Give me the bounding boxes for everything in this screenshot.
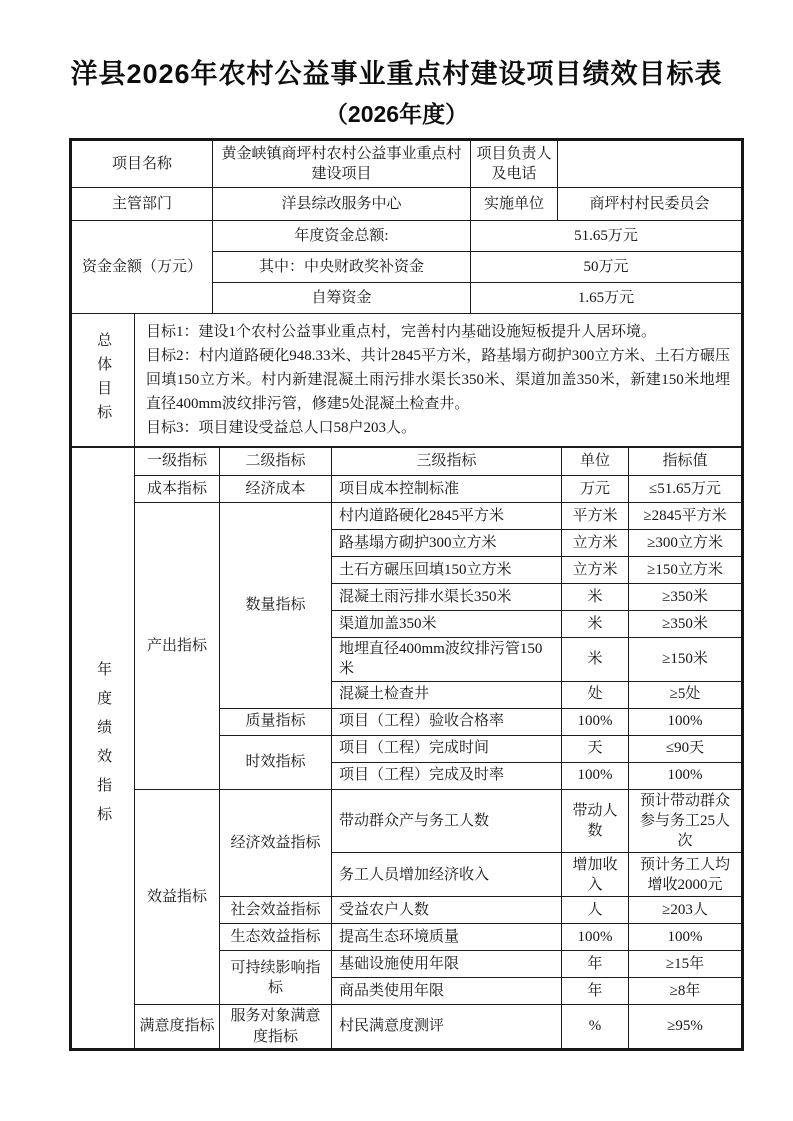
unit-cell: 100% — [562, 762, 629, 789]
value-cell: ≥15年 — [629, 951, 743, 978]
unit-cell: 年 — [562, 951, 629, 978]
indicator-cell: 渠道加盖350米 — [332, 611, 562, 638]
funds-self-label: 自筹资金 — [213, 283, 471, 314]
project-name-label: 项目名称 — [71, 140, 213, 188]
funds-total-label: 年度资金总额: — [213, 221, 471, 252]
value-cell: 100% — [629, 762, 743, 789]
value-cell: ≤90天 — [629, 735, 743, 762]
funds-central-label: 其中：中央财政奖补资金 — [213, 252, 471, 283]
value-cell: ≥350米 — [629, 611, 743, 638]
indicator-cell: 受益农户人数 — [332, 897, 562, 924]
header-level1: 一级指标 — [135, 448, 220, 476]
ecological-level2: 生态效益指标 — [220, 924, 332, 951]
value-cell: 100% — [629, 924, 743, 951]
table-row — [71, 221, 743, 252]
overall-goal-label-text: 总体目标 — [95, 332, 112, 428]
perf-section-label-text: 年度绩效指标 — [95, 660, 112, 835]
project-info-table — [69, 138, 744, 447]
unit-cell: 米 — [562, 611, 629, 638]
funds-self-value: 1.65万元 — [471, 283, 743, 314]
impl-unit-value: 商坪村村民委员会 — [558, 188, 743, 221]
time-level2: 时效指标 — [220, 735, 332, 789]
unit-cell: 米 — [562, 638, 629, 682]
table-row — [71, 789, 743, 853]
unit-cell: 年 — [562, 978, 629, 1005]
indicator-cell: 地埋直径400mm波纹排污管150米 — [332, 638, 562, 682]
unit-cell: 米 — [562, 584, 629, 611]
indicator-cell: 村民满意度测评 — [332, 1005, 562, 1050]
indicator-cell: 路基塌方砌护300立方米 — [332, 530, 562, 557]
page-subtitle: （2026年度） — [324, 101, 469, 127]
tables-container — [69, 138, 741, 1051]
indicator-cell: 项目（工程）完成及时率 — [332, 762, 562, 789]
perf-section-label — [71, 448, 135, 1050]
overall-goal-text — [135, 314, 743, 447]
value-cell: ≥150米 — [629, 638, 743, 682]
funds-total-value: 51.65万元 — [471, 221, 743, 252]
funds-central-value: 50万元 — [471, 252, 743, 283]
indicator-cell: 务工人员增加经济收入 — [332, 853, 562, 897]
header-target: 指标值 — [629, 448, 743, 476]
indicator-cell: 提高生态环境质量 — [332, 924, 562, 951]
unit-cell: 处 — [562, 681, 629, 708]
unit-cell: 100% — [562, 708, 629, 735]
indicator-cell: 项目（工程）完成时间 — [332, 735, 562, 762]
goal-line-3: 目标3：项目建设受益总人口58户203人。 — [146, 420, 417, 436]
indicator-cell: 村内道路硬化2845平方米 — [332, 503, 562, 530]
impl-unit-label: 实施单位 — [471, 188, 558, 221]
benefit-level1: 效益指标 — [135, 789, 220, 1005]
value-cell: 预计务工人均增收2000元 — [629, 853, 743, 897]
unit-cell: 天 — [562, 735, 629, 762]
table-row — [71, 476, 743, 503]
sustainable-level2: 可持续影响指标 — [220, 951, 332, 1005]
funds-label: 资金金额（万元） — [71, 221, 213, 314]
unit-cell: % — [562, 1005, 629, 1050]
indicator-cell: 土石方碾压回填150立方米 — [332, 557, 562, 584]
table-row — [71, 188, 743, 221]
overall-goal-label — [71, 314, 135, 447]
value-cell: ≥350米 — [629, 584, 743, 611]
header-unit: 单位 — [562, 448, 629, 476]
unit-cell: 立方米 — [562, 557, 629, 584]
unit-cell: 人 — [562, 897, 629, 924]
header-level2: 二级指标 — [220, 448, 332, 476]
value-cell: 预计带动群众参与务工25人次 — [629, 789, 743, 853]
dept-label: 主管部门 — [71, 188, 213, 221]
unit-cell: 增加收入 — [562, 853, 629, 897]
cost-level1: 成本指标 — [135, 476, 220, 503]
goal-line-2: 目标2：村内道路硬化948.33米、共计2845平方米，路基塌方砌护300立方米、土石方碾压回填150立方米。村内新建混凝土雨污排水渠长350米、渠道加盖350米，新建150米地埋直径400mm波纹排污管，修建5处混凝土检查井。 — [146, 348, 731, 412]
project-manager-label: 项目负责人及电话 — [471, 140, 558, 188]
output-level1: 产出指标 — [135, 503, 220, 790]
table-row — [71, 314, 743, 447]
unit-cell: 立方米 — [562, 530, 629, 557]
value-cell: 100% — [629, 708, 743, 735]
value-cell: ≥2845平方米 — [629, 503, 743, 530]
quantity-level2: 数量指标 — [220, 503, 332, 709]
indicator-cell: 项目（工程）验收合格率 — [332, 708, 562, 735]
project-manager-value — [558, 140, 743, 188]
satisfaction-level2: 服务对象满意度指标 — [220, 1005, 332, 1050]
social-level2: 社会效益指标 — [220, 897, 332, 924]
page-title: 洋县2026年农村公益事业重点村建设项目绩效目标表 — [70, 59, 723, 89]
unit-cell: 平方米 — [562, 503, 629, 530]
value-cell: ≥150立方米 — [629, 557, 743, 584]
economic-level2: 经济效益指标 — [220, 789, 332, 897]
unit-cell: 万元 — [562, 476, 629, 503]
value-cell: ≥5处 — [629, 681, 743, 708]
table-row — [71, 448, 743, 476]
indicator-cell: 商品类使用年限 — [332, 978, 562, 1005]
value-cell: ≤51.65万元 — [629, 476, 743, 503]
value-cell: ≥8年 — [629, 978, 743, 1005]
indicator-cell: 基础设施使用年限 — [332, 951, 562, 978]
unit-cell: 100% — [562, 924, 629, 951]
value-cell: ≥95% — [629, 1005, 743, 1050]
indicator-cell: 混凝土雨污排水渠长350米 — [332, 584, 562, 611]
table-row — [71, 140, 743, 188]
value-cell: ≥203人 — [629, 897, 743, 924]
indicator-cell: 带动群众产与务工人数 — [332, 789, 562, 853]
table-row — [71, 1005, 743, 1050]
quality-level2: 质量指标 — [220, 708, 332, 735]
table-row — [71, 503, 743, 530]
performance-indicator-table — [69, 447, 744, 1051]
header-level3: 三级指标 — [332, 448, 562, 476]
unit-cell: 带动人数 — [562, 789, 629, 853]
project-name-value: 黄金峡镇商坪村农村公益事业重点村建设项目 — [213, 140, 471, 188]
indicator-cell: 混凝土检查井 — [332, 681, 562, 708]
value-cell: ≥300立方米 — [629, 530, 743, 557]
satisfaction-level1: 满意度指标 — [135, 1005, 220, 1050]
goal-line-1: 目标1：建设1个农村公益事业重点村，完善村内基础设施短板提升人居环境。 — [146, 324, 657, 340]
dept-value: 洋县综改服务中心 — [213, 188, 471, 221]
cost-level2: 经济成本 — [220, 476, 332, 503]
indicator-cell: 项目成本控制标准 — [332, 476, 562, 503]
